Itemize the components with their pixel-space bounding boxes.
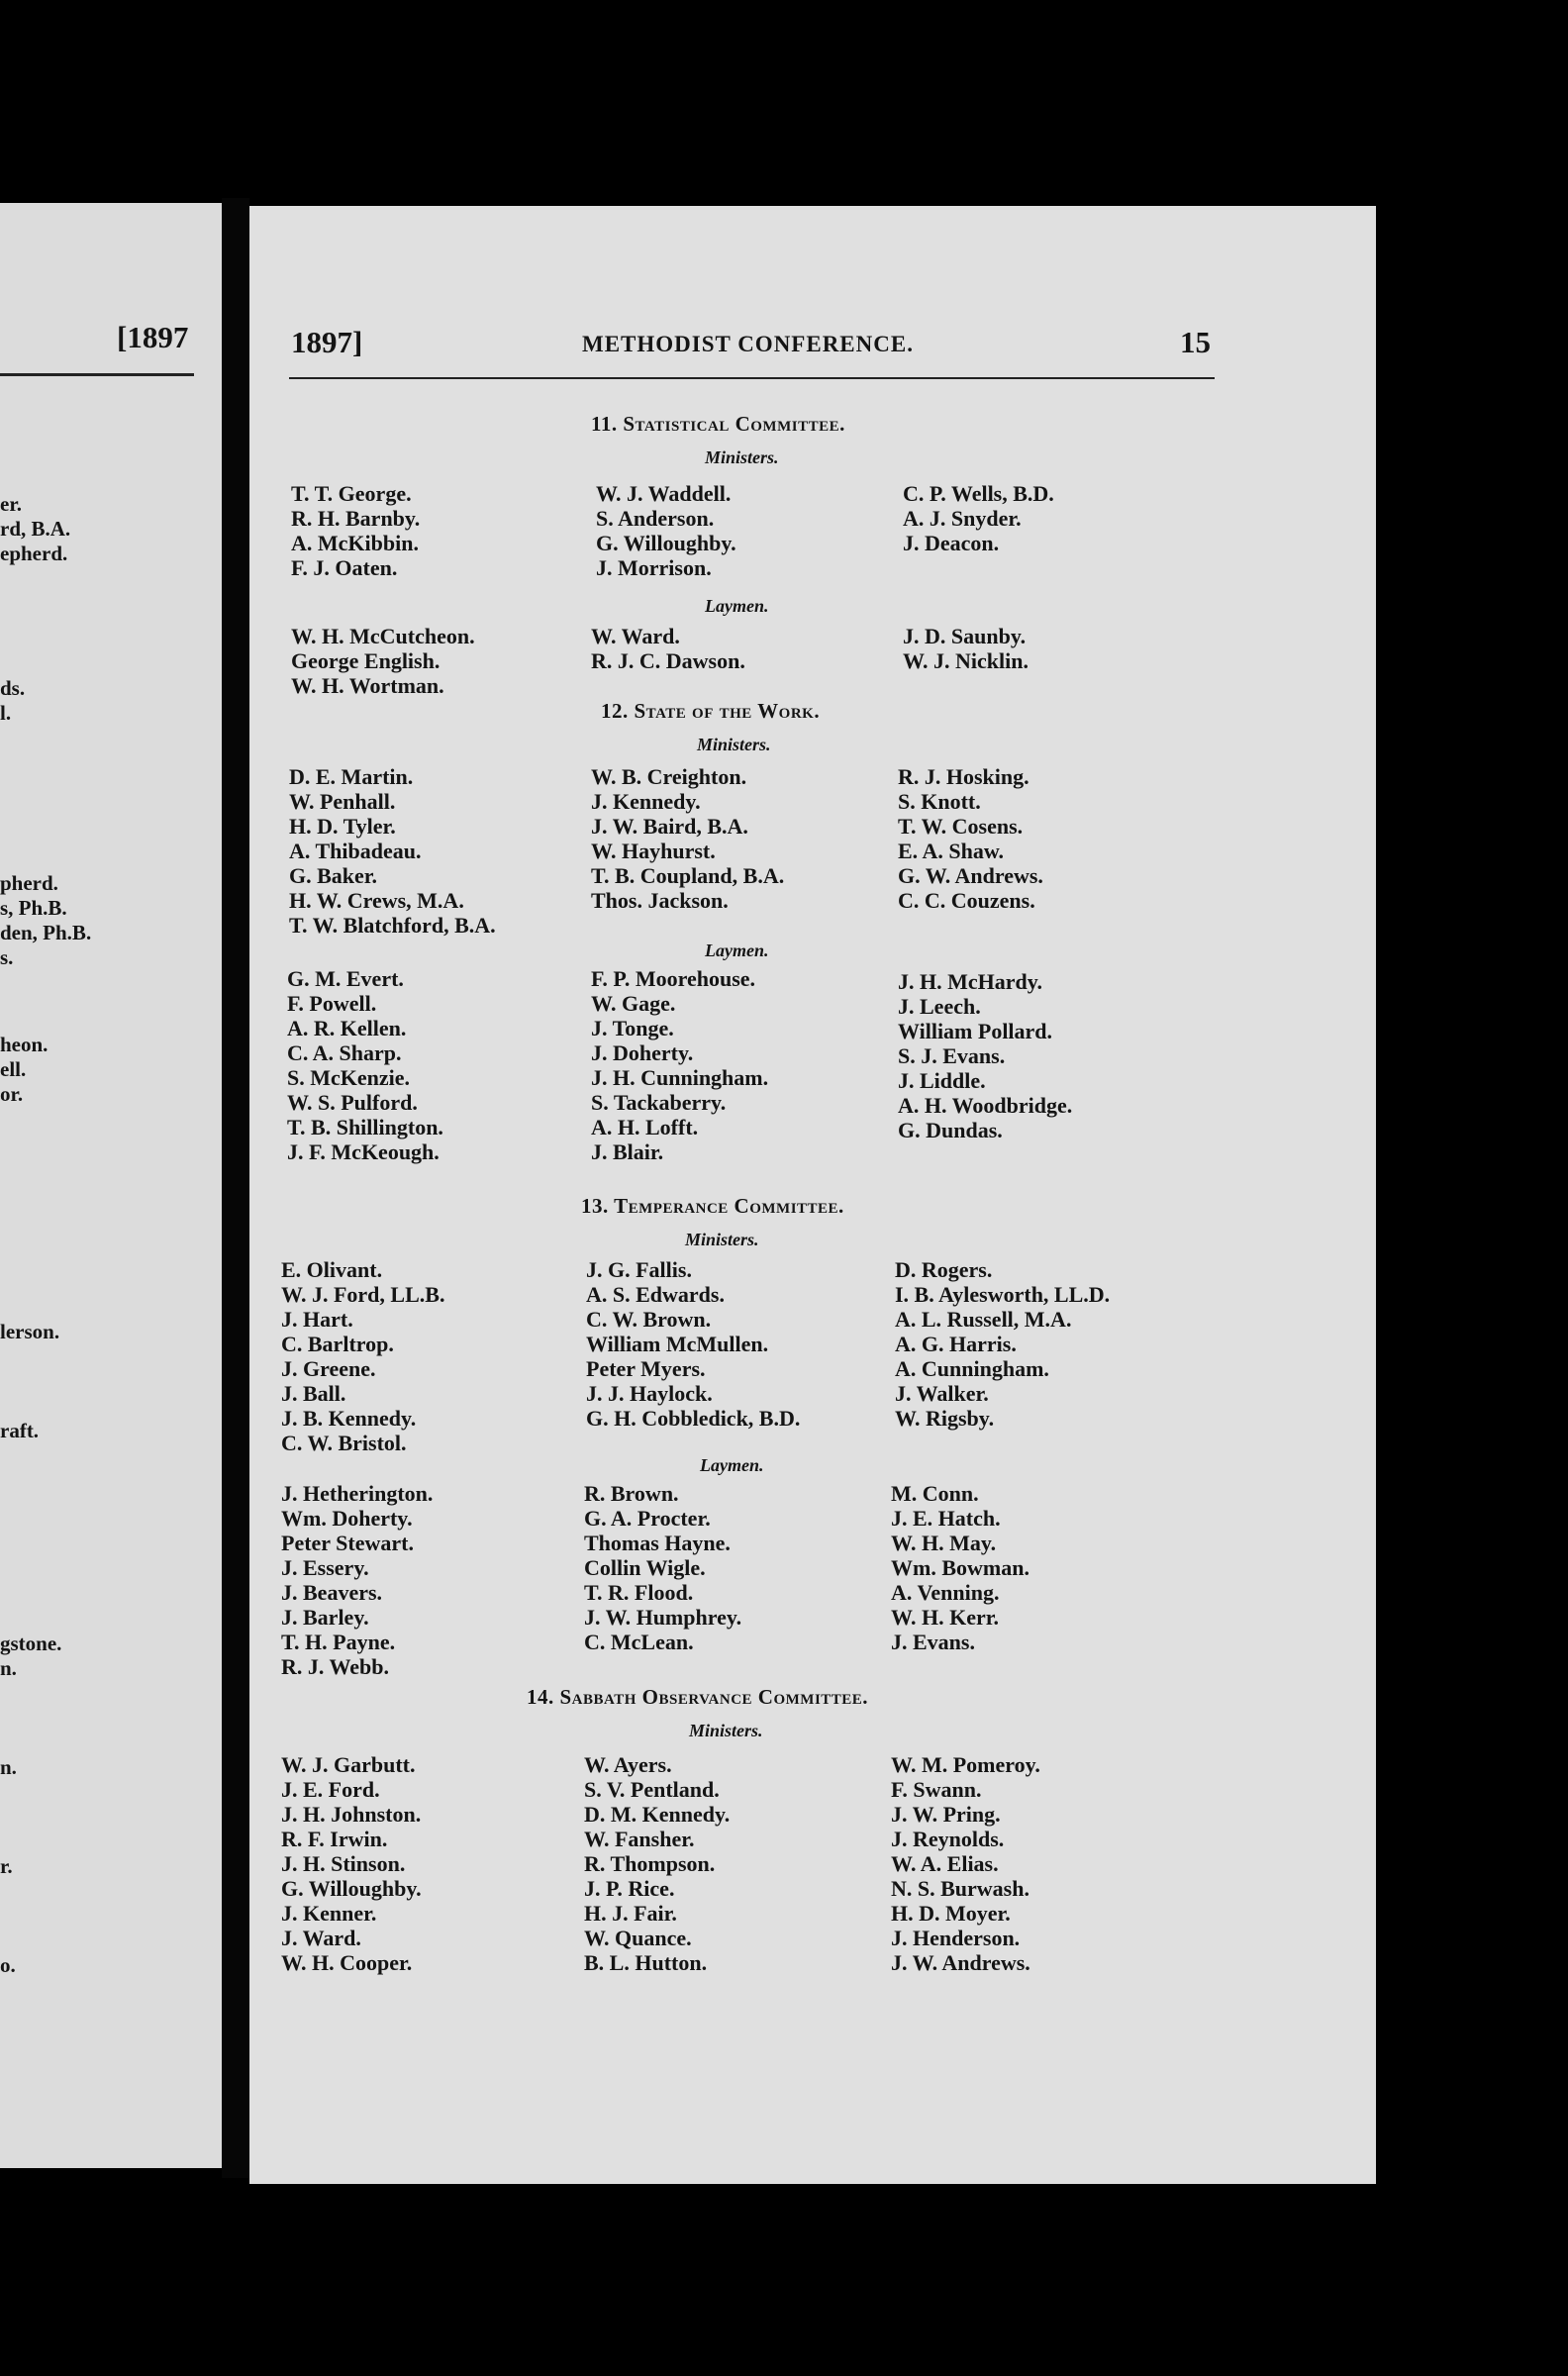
list-item: J. Kennedy.: [591, 789, 701, 814]
left-fragment: epherd.: [0, 542, 68, 565]
list-item: W. A. Elias.: [891, 1851, 999, 1876]
page-number: 15: [1180, 325, 1211, 359]
list-item: William Pollard.: [898, 1019, 1053, 1043]
name-column: [903, 624, 1029, 673]
section-title: 13. Temperance Committee.: [581, 1194, 844, 1218]
list-item: H. D. Moyer.: [891, 1901, 1011, 1926]
list-item: A. Thibadeau.: [289, 839, 422, 863]
list-item: A. J. Snyder.: [903, 506, 1022, 531]
list-item: J. Tonge.: [591, 1016, 674, 1040]
left-fragment: pherd.: [0, 871, 58, 895]
list-item: A. H. Lofft.: [591, 1115, 699, 1139]
list-item: W. Quance.: [584, 1926, 692, 1950]
list-item: J. Kenner.: [281, 1901, 377, 1926]
list-item: G. A. Procter.: [584, 1506, 711, 1531]
left-fragment: gstone.: [0, 1632, 62, 1655]
left-fragment: raft.: [0, 1419, 40, 1442]
list-item: J. D. Saunby.: [903, 624, 1027, 648]
list-item: J. Greene.: [281, 1356, 376, 1381]
list-item: J. Hart.: [281, 1307, 353, 1332]
list-item: A. Venning.: [891, 1580, 1000, 1605]
list-item: T. W. Blatchford, B.A.: [289, 913, 496, 938]
list-item: W. Fansher.: [584, 1827, 695, 1851]
list-item: W. H. Wortman.: [291, 673, 444, 698]
section-title: 11. Statistical Committee.: [591, 412, 845, 436]
list-item: R. J. Hosking.: [898, 764, 1029, 789]
list-item: J. Liddle.: [898, 1068, 986, 1093]
list-item: J. H. McHardy.: [898, 969, 1043, 994]
section-title: 12. State of the Work.: [601, 699, 821, 723]
name-column: [586, 1257, 800, 1431]
list-item: J. G. Fallis.: [586, 1257, 692, 1282]
list-item: J. W. Baird, B.A.: [591, 814, 748, 839]
list-item: W. M. Pomeroy.: [891, 1752, 1040, 1777]
group-label: Ministers.: [685, 1230, 759, 1249]
list-item: R. H. Barnby.: [291, 506, 421, 531]
list-item: A. McKibbin.: [291, 531, 419, 555]
list-item: George English.: [291, 648, 441, 673]
list-item: Wm. Doherty.: [281, 1506, 413, 1531]
list-item: W. Penhall.: [289, 789, 396, 814]
list-item: W. H. McCutcheon.: [291, 624, 475, 648]
list-item: R. Thompson.: [584, 1851, 716, 1876]
left-fragment: l.: [0, 701, 12, 725]
name-column: [895, 1257, 1110, 1431]
list-item: H. W. Crews, M.A.: [289, 888, 464, 913]
list-item: B. L. Hutton.: [584, 1950, 708, 1975]
header-rule: [289, 377, 1215, 379]
list-item: W. J. Nicklin.: [903, 648, 1029, 673]
list-item: C. W. Bristol.: [281, 1431, 407, 1455]
list-item: N. S. Burwash.: [891, 1876, 1029, 1901]
left-fragment: or.: [0, 1082, 24, 1106]
name-column: [903, 481, 1054, 555]
left-fragment: ell.: [0, 1057, 27, 1081]
list-item: T. W. Cosens.: [898, 814, 1024, 839]
list-item: J. Hetherington.: [281, 1481, 434, 1506]
name-column: [287, 966, 443, 1164]
list-item: J. H. Cunningham.: [591, 1065, 769, 1090]
list-item: J. H. Johnston.: [281, 1802, 422, 1827]
name-column: [596, 481, 736, 580]
list-item: D. Rogers.: [895, 1257, 993, 1282]
list-item: G. Dundas.: [898, 1118, 1003, 1142]
name-column: [281, 1752, 422, 1975]
list-item: W. H. Cooper.: [281, 1950, 413, 1975]
list-item: C. P. Wells, B.D.: [903, 481, 1054, 506]
left-fragment: s, Ph.B.: [0, 896, 67, 920]
name-column: [584, 1481, 741, 1654]
page-year: 1897]: [291, 325, 363, 359]
list-item: T. B. Coupland, B.A.: [591, 863, 785, 888]
list-item: F. Swann.: [891, 1777, 982, 1802]
list-item: A. H. Woodbridge.: [898, 1093, 1073, 1118]
list-item: J. Evans.: [891, 1630, 975, 1654]
list-item: S. Anderson.: [596, 506, 715, 531]
list-item: F. P. Moorehouse.: [591, 966, 756, 991]
list-item: A. R. Kellen.: [287, 1016, 407, 1040]
list-item: F. Powell.: [287, 991, 377, 1016]
list-item: J. Blair.: [591, 1139, 664, 1164]
list-item: Collin Wigle.: [584, 1555, 706, 1580]
list-item: G. W. Andrews.: [898, 863, 1043, 888]
list-item: T. R. Flood.: [584, 1580, 694, 1605]
list-item: A. L. Russell, M.A.: [895, 1307, 1072, 1332]
list-item: T. H. Payne.: [281, 1630, 396, 1654]
group-label: Ministers.: [697, 735, 771, 754]
left-fragment: lerson.: [0, 1320, 60, 1343]
list-item: F. J. Oaten.: [291, 555, 398, 580]
list-item: E. Olivant.: [281, 1257, 383, 1282]
left-fragment: r.: [0, 1854, 13, 1878]
list-item: C. McLean.: [584, 1630, 694, 1654]
list-item: J. J. Haylock.: [586, 1381, 713, 1406]
left-fragment: er.: [0, 492, 22, 516]
name-column: [584, 1752, 730, 1975]
list-item: W. Rigsby.: [895, 1406, 995, 1431]
list-item: W. S. Pulford.: [287, 1090, 418, 1115]
name-column: [289, 764, 496, 938]
name-column: [891, 1752, 1040, 1975]
list-item: J. W. Andrews.: [891, 1950, 1030, 1975]
list-item: J. F. McKeough.: [287, 1139, 440, 1164]
name-column: [291, 481, 420, 580]
list-item: Thomas Hayne.: [584, 1531, 731, 1555]
list-item: E. A. Shaw.: [898, 839, 1004, 863]
left-fragment: rd, B.A.: [0, 517, 71, 541]
left-page-header: [1897: [117, 320, 189, 354]
list-item: William McMullen.: [586, 1332, 769, 1356]
list-item: G. H. Cobbledick, B.D.: [586, 1406, 801, 1431]
list-item: C. C. Couzens.: [898, 888, 1035, 913]
left-fragment: n.: [0, 1755, 17, 1779]
list-item: D. M. Kennedy.: [584, 1802, 731, 1827]
list-item: G. M. Evert.: [287, 966, 404, 991]
list-item: M. Conn.: [891, 1481, 979, 1506]
left-fragment: heon.: [0, 1033, 49, 1056]
left-fragment: s.: [0, 945, 14, 969]
list-item: W. H. May.: [891, 1531, 997, 1555]
group-label: Laymen.: [705, 940, 769, 960]
list-item: R. Brown.: [584, 1481, 679, 1506]
list-item: S. V. Pentland.: [584, 1777, 720, 1802]
list-item: W. H. Kerr.: [891, 1605, 999, 1630]
list-item: S. Tackaberry.: [591, 1090, 727, 1115]
list-item: W. J. Garbutt.: [281, 1752, 416, 1777]
name-column: [898, 969, 1072, 1142]
list-item: S. Knott.: [898, 789, 981, 814]
list-item: J. E. Hatch.: [891, 1506, 1001, 1531]
list-item: J. B. Kennedy.: [281, 1406, 417, 1431]
list-item: Peter Stewart.: [281, 1531, 414, 1555]
list-item: R. F. Irwin.: [281, 1827, 388, 1851]
list-item: W. Ward.: [591, 624, 680, 648]
list-item: Peter Myers.: [586, 1356, 706, 1381]
list-item: J. Walker.: [895, 1381, 989, 1406]
list-item: S. McKenzie.: [287, 1065, 411, 1090]
section-title: 14. Sabbath Observance Committee.: [527, 1685, 869, 1709]
page-title: METHODIST CONFERENCE.: [582, 332, 914, 356]
list-item: J. W. Humphrey.: [584, 1605, 742, 1630]
list-item: W. J. Ford, LL.B.: [281, 1282, 445, 1307]
left-fragment: o.: [0, 1953, 16, 1977]
left-page-fragment: [0, 203, 222, 2168]
list-item: J. Barley.: [281, 1605, 369, 1630]
list-item: J. Essery.: [281, 1555, 369, 1580]
list-item: R. J. Webb.: [281, 1654, 390, 1679]
list-item: A. G. Harris.: [895, 1332, 1017, 1356]
left-fragment: den, Ph.B.: [0, 921, 92, 944]
name-column: [281, 1481, 433, 1679]
list-item: S. J. Evans.: [898, 1043, 1006, 1068]
list-item: A. S. Edwards.: [586, 1282, 725, 1307]
name-column: [281, 1257, 444, 1455]
list-item: H. J. Fair.: [584, 1901, 677, 1926]
list-item: J. Doherty.: [591, 1040, 694, 1065]
list-item: W. B. Creighton.: [591, 764, 747, 789]
list-item: D. E. Martin.: [289, 764, 414, 789]
name-column: [898, 764, 1043, 913]
list-item: J. P. Rice.: [584, 1876, 675, 1901]
list-item: I. B. Aylesworth, LL.D.: [895, 1282, 1111, 1307]
list-item: R. J. C. Dawson.: [591, 648, 745, 673]
name-column: [591, 764, 784, 913]
list-item: W. J. Waddell.: [596, 481, 732, 506]
list-item: C. Barltrop.: [281, 1332, 394, 1356]
left-page-rule: [0, 373, 194, 376]
list-item: G. Baker.: [289, 863, 378, 888]
list-item: J. Morrison.: [596, 555, 712, 580]
group-label: Laymen.: [700, 1455, 764, 1475]
page-gutter: [222, 198, 249, 2178]
list-item: J. Ward.: [281, 1926, 361, 1950]
list-item: T. T. George.: [291, 481, 412, 506]
list-item: J. Beavers.: [281, 1580, 383, 1605]
list-item: G. Willoughby.: [596, 531, 736, 555]
list-item: J. Henderson.: [891, 1926, 1021, 1950]
list-item: J. Leech.: [898, 994, 981, 1019]
list-item: J. Deacon.: [903, 531, 1000, 555]
document-page: [249, 206, 1376, 2184]
list-item: W. Hayhurst.: [591, 839, 716, 863]
list-item: T. B. Shillington.: [287, 1115, 443, 1139]
list-item: J. Reynolds.: [891, 1827, 1005, 1851]
list-item: W. Ayers.: [584, 1752, 672, 1777]
left-fragment: n.: [0, 1656, 17, 1680]
list-item: C. A. Sharp.: [287, 1040, 402, 1065]
left-fragment: ds.: [0, 676, 26, 700]
name-column: [591, 624, 745, 673]
list-item: J. W. Pring.: [891, 1802, 1001, 1827]
group-label: Laymen.: [705, 596, 769, 616]
name-column: [291, 624, 475, 698]
list-item: J. E. Ford.: [281, 1777, 380, 1802]
group-label: Ministers.: [689, 1721, 763, 1740]
list-item: Thos. Jackson.: [591, 888, 729, 913]
list-item: A. Cunningham.: [895, 1356, 1049, 1381]
list-item: C. W. Brown.: [586, 1307, 712, 1332]
list-item: J. Ball.: [281, 1381, 346, 1406]
name-column: [891, 1481, 1029, 1654]
name-column: [591, 966, 768, 1164]
list-item: Wm. Bowman.: [891, 1555, 1029, 1580]
list-item: H. D. Tyler.: [289, 814, 396, 839]
list-item: J. H. Stinson.: [281, 1851, 406, 1876]
list-item: G. Willoughby.: [281, 1876, 422, 1901]
list-item: W. Gage.: [591, 991, 676, 1016]
group-label: Ministers.: [705, 447, 779, 467]
